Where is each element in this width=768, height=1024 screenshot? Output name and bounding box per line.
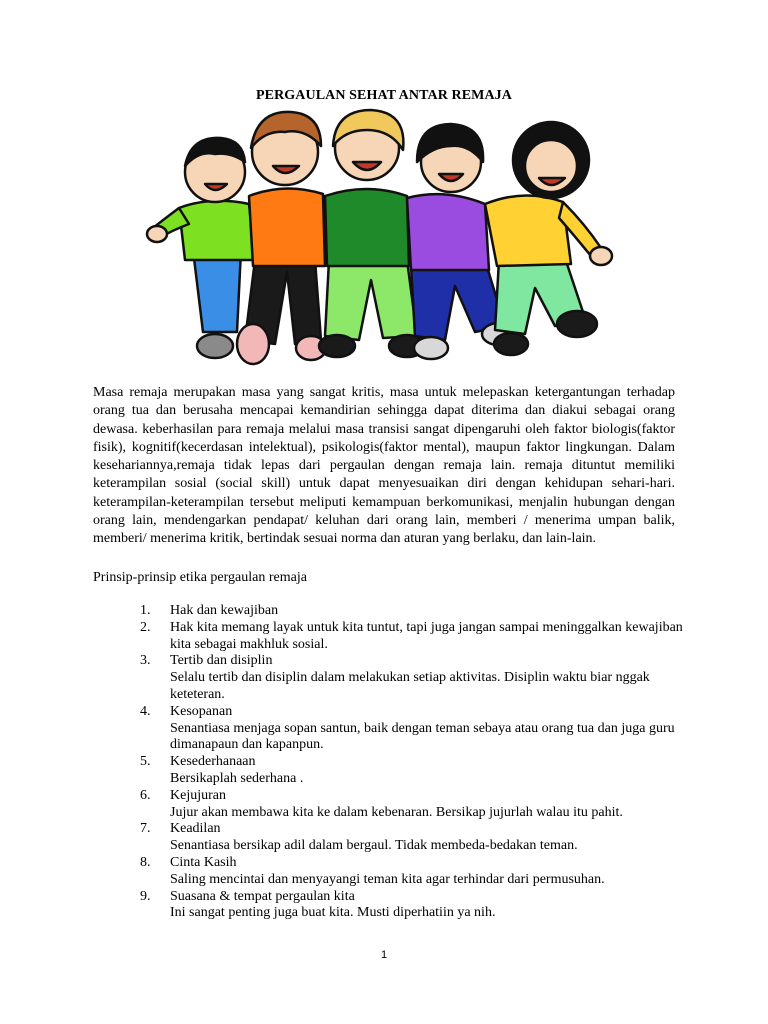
list-title: Kesopanan xyxy=(170,703,233,719)
list-number: 4. xyxy=(140,703,151,719)
list-item xyxy=(93,603,693,620)
list-number: 7. xyxy=(140,821,151,837)
list-title: Tertib dan disiplin xyxy=(170,653,273,669)
list-title: Kesederhanaan xyxy=(170,754,256,770)
list-description: Bersikaplah sederhana . xyxy=(170,770,304,786)
list-description: Senantiasa bersikap adil dalam bergaul. Tidak membeda-bedakan teman. xyxy=(170,838,578,854)
list-item xyxy=(93,620,693,654)
list-item xyxy=(93,821,693,855)
list-description: Ini sangat penting juga buat kita. Musti diperhatiin ya nih. xyxy=(170,905,496,921)
list-number: 6. xyxy=(140,787,151,803)
list-description: Jujur akan membawa kita ke dalam kebenaran. Bersikap jujurlah walau itu pahit. xyxy=(170,804,623,820)
list-number: 3. xyxy=(140,653,151,669)
list-title: Hak kita memang layak untuk kita tuntut, tapi juga jangan sampai meninggalkan kewajiban kita sebagai makhluk sosial. xyxy=(170,619,683,652)
intro-paragraph: Masa remaja merupakan masa yang sangat kritis, masa untuk melepaskan ketergantungan terhadap orang tua dan berusaha mencapai kemandirian sehingga dapat diterima dan diakui sebagai orang dewasa. keberhasilan para remaja melalui masa transisi sangat dipengaruhi oleh faktor biologis(faktor fisik), kognitif(kecerdasan intelektual), psikologis(faktor mental), maupun faktor lingkungan. Dalam kesehariannya,remaja tidak lepas dari pergaulan dengan remaja lain. remaja dituntut memiliki keterampilan sosial (social skill) untuk dapat menyesuaikan diri dengan kehidupan sehari-hari. keterampilan-keterampilan tersebut meliputi kemampuan berkomunikasi, menjalin hubungan dengan orang lain, mendengarkan pendapat/ keluhan dari orang lain, memberi / menerima umpan balik, memberi/ menerima kritik, bertindak sesuai norma dan aturan yang berlaku, dan lain-lain. xyxy=(93,385,675,547)
list-number: 9. xyxy=(140,888,151,904)
list-title: Keadilan xyxy=(170,821,221,837)
list-item xyxy=(93,889,693,923)
list-number: 1. xyxy=(140,603,151,618)
page-title: PERGAULAN SEHAT ANTAR REMAJA xyxy=(256,88,512,103)
principles-list xyxy=(93,603,693,922)
list-title: Kejujuran xyxy=(170,787,226,803)
list-description: Saling mencintai dan menyayangi teman kita agar terhindar dari permusuhan. xyxy=(170,871,605,887)
list-description: Selalu tertib dan disiplin dalam melakukan setiap aktivitas. Disiplin waktu biar nggak keteteran. xyxy=(170,670,650,702)
list-item xyxy=(93,653,693,703)
page-number: 1 xyxy=(380,949,388,961)
list-number: 8. xyxy=(140,854,151,870)
list-title: Cinta Kasih xyxy=(170,854,237,870)
list-item xyxy=(93,788,693,822)
list-title: Suasana & tempat pergaulan kita xyxy=(170,888,355,904)
list-number: 5. xyxy=(140,754,151,770)
list-description: Senantiasa menjaga sopan santun, baik dengan teman sebaya atau orang tua dan juga guru dimanapaun dan kapanpun. xyxy=(170,720,675,753)
list-number: 2. xyxy=(140,619,151,635)
list-item xyxy=(93,855,693,889)
list-title: Hak dan kewajiban xyxy=(170,603,279,618)
principles-heading: Prinsip-prinsip etika pergaulan remaja xyxy=(93,570,307,585)
list-item xyxy=(93,754,693,788)
list-item xyxy=(93,704,693,754)
five-happy-kids-arm-in-arm-illustration xyxy=(145,100,625,370)
